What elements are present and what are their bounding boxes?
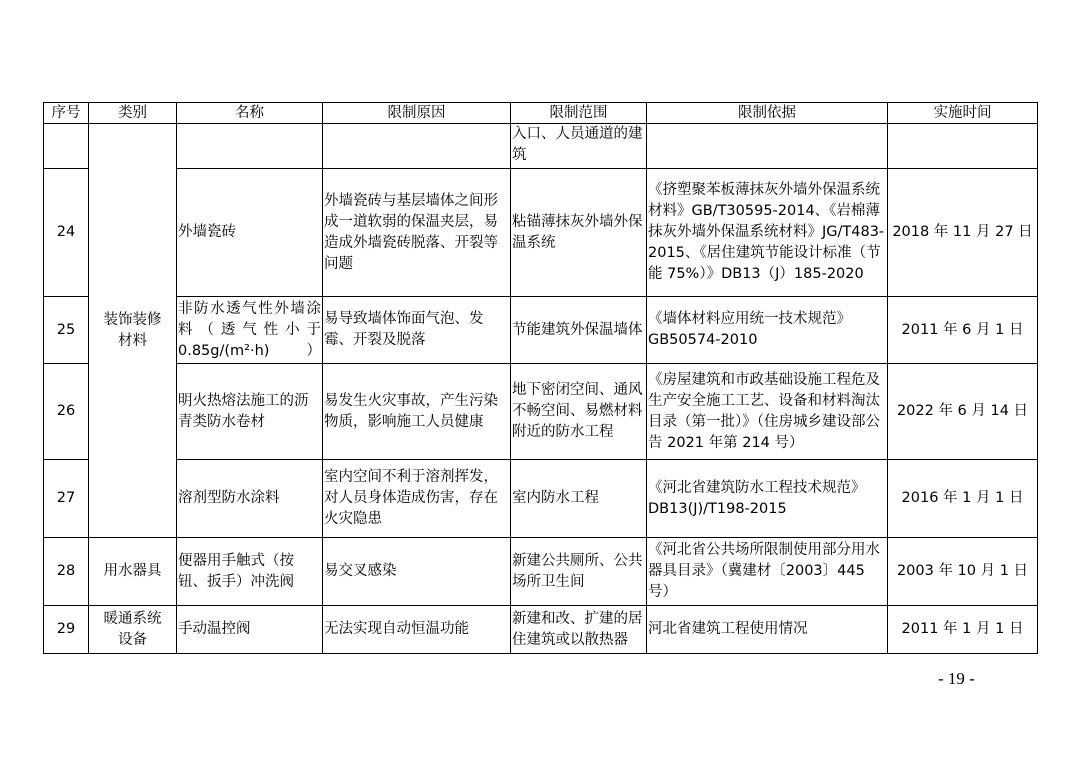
- cell-reason: 室内空间不利于溶剂挥发，对人员身体造成伤害，存在火灾隐患: [323, 460, 511, 538]
- header-name: 名称: [177, 103, 323, 124]
- page-number: - 19 -: [938, 669, 975, 688]
- header-reason: 限制原因: [323, 103, 511, 124]
- cell-name: 溶剂型防水涂料: [177, 460, 323, 538]
- cell-no: 26: [44, 364, 89, 460]
- cell-category: 用水器具: [89, 538, 177, 606]
- table-row-continuation: [44, 124, 1038, 169]
- cell-name: 便器用手触式（按钮、扳手）冲洗阀: [177, 538, 323, 606]
- cell-date: 2016 年 1 月 1 日: [888, 460, 1038, 538]
- cell-name: 手动温控阀: [177, 606, 323, 654]
- cell-no: 27: [44, 460, 89, 538]
- table-row: [44, 364, 1038, 460]
- cell-date: 2003 年 10 月 1 日: [888, 538, 1038, 606]
- cell-basis: 《挤塑聚苯板薄抹灰外墙外保温系统材料》GB/T30595-2014、《岩棉薄抹灰外墙外保温系统材料》JG/T483-2015、《居住建筑节能设计标准（节能 75%）》DB13（J）185-2020: [647, 169, 888, 297]
- cell-scope: 新建公共厕所、公共场所卫生间: [511, 538, 647, 606]
- cell-reason: 易发生火灾事故，产生污染物质，影响施工人员健康: [323, 364, 511, 460]
- cell-category: 暖通系统设备: [89, 606, 177, 654]
- table-row: [44, 169, 1038, 297]
- table-row: [44, 606, 1038, 654]
- cell-name: 明火热熔法施工的沥青类防水卷材: [177, 364, 323, 460]
- cell-reason: 易交叉感染: [323, 538, 511, 606]
- cell-name: [177, 124, 323, 169]
- cell-scope: 粘锚薄抹灰外墙外保温系统: [511, 169, 647, 297]
- cell-basis: 《河北省建筑防水工程技术规范》DB13(J)/T198-2015: [647, 460, 888, 538]
- table-row: [44, 460, 1038, 538]
- cell-name: 外墙瓷砖: [177, 169, 323, 297]
- cell-scope: 新建和改、扩建的居住建筑或以散热器: [511, 606, 647, 654]
- cell-category: 装饰装修材料: [89, 124, 177, 538]
- cell-basis: 《房屋建筑和市政基础设施工程危及生产安全施工工艺、设备和材料淘汰目录（第一批）》（住房城乡建设部公告 2021 年第 214 号）: [647, 364, 888, 460]
- cell-reason: 易导致墙体饰面气泡、发霉、开裂及脱落: [323, 297, 511, 364]
- table-header-row: [44, 103, 1038, 124]
- cell-scope: 室内防水工程: [511, 460, 647, 538]
- cell-scope: 地下密闭空间、通风不畅空间、易燃材料附近的防水工程: [511, 364, 647, 460]
- table-row: [44, 297, 1038, 364]
- restriction-table: [43, 102, 1038, 654]
- cell-basis: 河北省建筑工程使用情况: [647, 606, 888, 654]
- cell-basis: 《墙体材料应用统一技术规范》GB50574-2010: [647, 297, 888, 364]
- cell-no: [44, 124, 89, 169]
- table-row: [44, 538, 1038, 606]
- cell-reason: [323, 124, 511, 169]
- header-index: 序号: [44, 103, 89, 124]
- header-scope: 限制范围: [511, 103, 647, 124]
- cell-reason: 外墙瓷砖与基层墙体之间形成一道软弱的保温夹层，易造成外墙瓷砖脱落、开裂等问题: [323, 169, 511, 297]
- cell-date: 2022 年 6 月 14 日: [888, 364, 1038, 460]
- header-basis: 限制依据: [647, 103, 888, 124]
- header-category: 类别: [89, 103, 177, 124]
- cell-date: 2011 年 1 月 1 日: [888, 606, 1038, 654]
- cell-no: 25: [44, 297, 89, 364]
- header-date: 实施时间: [888, 103, 1038, 124]
- cell-date: [888, 124, 1038, 169]
- cell-no: 28: [44, 538, 89, 606]
- cell-name: 非防水透气性外墙涂料（透气性小于0.85g/(m²·h)）: [177, 297, 323, 364]
- cell-no: 24: [44, 169, 89, 297]
- cell-reason: 无法实现自动恒温功能: [323, 606, 511, 654]
- cell-date: 2018 年 11 月 27 日: [888, 169, 1038, 297]
- cell-scope: 入口、人员通道的建筑: [511, 124, 647, 169]
- cell-no: 29: [44, 606, 89, 654]
- cell-date: 2011 年 6 月 1 日: [888, 297, 1038, 364]
- cell-basis: [647, 124, 888, 169]
- cell-scope: 节能建筑外保温墙体: [511, 297, 647, 364]
- cell-basis: 《河北省公共场所限制使用部分用水器具目录》（冀建材〔2003〕445 号）: [647, 538, 888, 606]
